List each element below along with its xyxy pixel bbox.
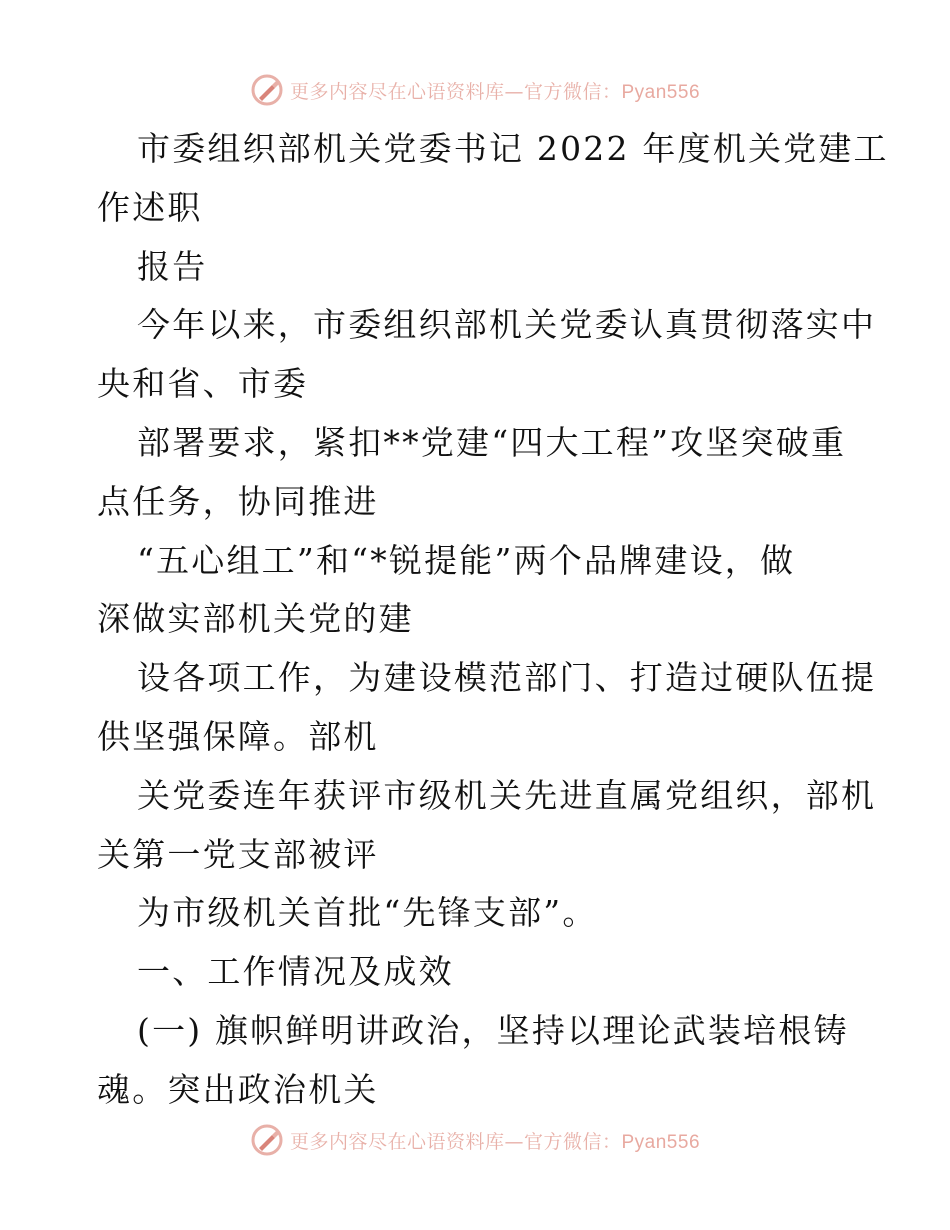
watermark-separator: — (504, 1130, 524, 1153)
doc-line: 点任务，协同推进 (97, 481, 379, 521)
watermark-wechat-id: Pyan556 (621, 1131, 701, 1153)
watermark-wechat-label: 官方微信： (523, 1130, 622, 1153)
watermark-footer (0, 1120, 950, 1160)
doc-line: 魂。突出政治机关 (97, 1069, 379, 1109)
doc-line: “五心组工”和“*锐提能”两个品牌建设，做 (137, 540, 796, 580)
watermark-text (290, 77, 700, 104)
doc-line: 深做实部机关党的建 (97, 599, 414, 639)
doc-line: 作述职 (97, 187, 203, 227)
watermark-text (290, 1127, 700, 1154)
watermark-slogan: 更多内容尽在心语资料库 (289, 1130, 505, 1153)
doc-line: 设各项工作，为建设模范部门、打造过硬队伍提 (137, 658, 877, 698)
doc-line: 关第一党支部被评 (97, 834, 379, 874)
watermark-header (0, 70, 950, 110)
section-heading: 一、工作情况及成效 (137, 952, 454, 992)
doc-line: 市委组织部机关党委书记 2022 年度机关党建工 (137, 129, 889, 168)
doc-line: 报告 (137, 246, 208, 286)
doc-line: 部署要求，紧扣**党建“四大工程”攻坚突破重 (137, 422, 847, 462)
doc-line: 今年以来，市委组织部机关党委认真贯彻落实中 (137, 305, 877, 345)
pen-in-circle-icon (250, 73, 284, 107)
watermark-slogan: 更多内容尽在心语资料库 (289, 80, 505, 103)
watermark-separator: — (504, 80, 524, 103)
watermark-wechat-id: Pyan556 (621, 81, 701, 103)
doc-line: 供坚强保障。部机 (97, 716, 379, 756)
doc-line: (一) 旗帜鲜明讲政治，坚持以理论武装培根铸 (137, 1010, 849, 1050)
document-body (97, 120, 889, 1120)
pen-in-circle-icon (250, 1123, 284, 1157)
doc-line: 为市级机关首批“先锋支部”。 (137, 893, 598, 933)
watermark-wechat-label: 官方微信： (523, 80, 622, 103)
doc-line: 央和省、市委 (97, 364, 309, 404)
doc-line: 关党委连年获评市级机关先进直属党组织，部机 (137, 775, 877, 815)
